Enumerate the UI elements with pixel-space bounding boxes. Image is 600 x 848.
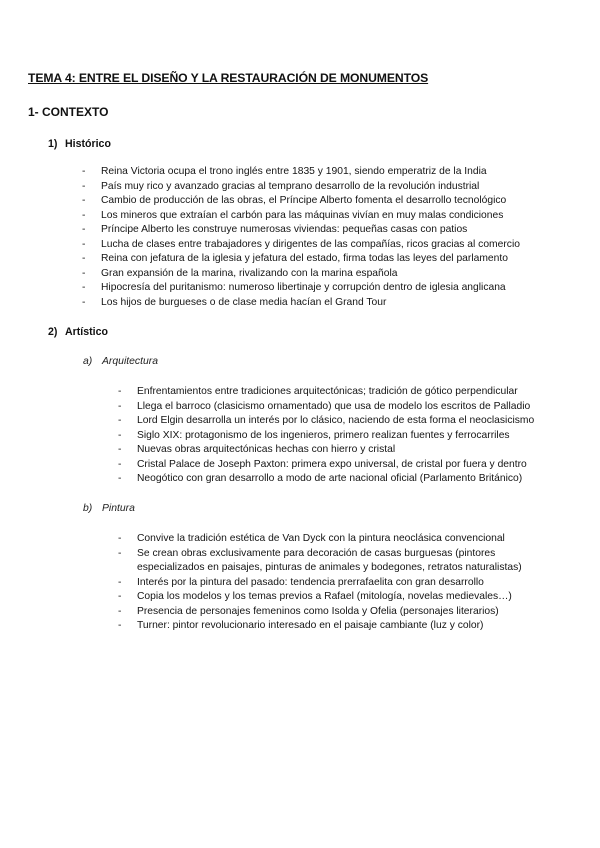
list-item: - Nuevas obras arquitectónicas hechas con hierro y cristal [118, 443, 588, 458]
list-item: - Siglo XIX: protagonismo de los ingenieros, primero realizan fuentes y ferrocarriles [118, 429, 588, 444]
subsubsection-label: Arquitectura [102, 356, 159, 367]
list-item: - Turner: pintor revolucionario interesado en el paisaje cambiante (luz y color) [118, 619, 558, 634]
list-item: - Lucha de clases entre trabajadores y dirigentes de las compañías, ricos gracias al comercio [82, 238, 582, 253]
list-item: - Los hijos de burgueses o de clase media hacían el Grand Tour [82, 296, 582, 311]
list-item: - Enfrentamientos entre tradiciones arquitectónicas; tradición de gótico perpendicular [118, 385, 588, 400]
list-item: - Príncipe Alberto les construye numerosas viviendas: pequeñas casas con patios [82, 223, 582, 238]
subsection-label: Histórico [65, 138, 111, 150]
list-item: - Gran expansión de la marina, rivalizando con la marina española [82, 267, 582, 282]
subsection-heading-artistico [48, 326, 108, 338]
subsubsection-heading-pintura [83, 503, 135, 514]
list-item: - Copia los modelos y los temas previos a Rafael (mitología, novelas medievales…) [118, 590, 558, 605]
subsection-heading-historico [48, 138, 111, 150]
list-item: - Presencia de personajes femeninos como Isolda y Ofelia (personajes literarios) [118, 605, 558, 620]
list-item: - Hipocresía del puritanismo: numeroso libertinaje y corrupción dentro de iglesia anglicana [82, 281, 582, 296]
list-item: - Cristal Palace de Joseph Paxton: primera expo universal, de cristal por fuera y dentro [118, 458, 588, 473]
list-item: - Interés por la pintura del pasado: tendencia prerrafaelita con gran desarrollo [118, 576, 558, 591]
list-item: - Lord Elgin desarrolla un interés por lo clásico, naciendo de esta forma el neoclasicismo [118, 414, 588, 429]
list-item: - País muy rico y avanzado gracias al temprano desarrollo de la revolución industrial [82, 180, 582, 195]
subsection-number: 2) [48, 326, 58, 338]
arquitectura-list [118, 385, 588, 487]
subsubsection-letter: a) [83, 356, 93, 367]
list-item: - Convive la tradición estética de Van Dyck con la pintura neoclásica convencional [118, 532, 558, 547]
list-item: - Cambio de producción de las obras, el Príncipe Alberto fomenta el desarrollo tecnológico [82, 194, 582, 209]
historico-list [82, 165, 582, 310]
subsubsection-letter: b) [83, 503, 93, 514]
section-heading-contexto: 1- CONTEXTO [28, 105, 109, 119]
document-title: TEMA 4: ENTRE EL DISEÑO Y LA RESTAURACIÓN DE MONUMENTOS [28, 71, 429, 85]
list-item: - Se crean obras exclusivamente para decoración de casas burguesas (pintores especializados en paisajes, pinturas de animales y bodegones, retratos naturalistas) [118, 547, 558, 576]
pintura-list [118, 532, 558, 634]
list-item: - Reina con jefatura de la iglesia y jefatura del estado, firma todas las leyes del parlamento [82, 252, 582, 267]
list-item: - Neogótico con gran desarrollo a modo de arte nacional oficial (Parlamento Británico) [118, 472, 588, 487]
list-item: - Los mineros que extraían el carbón para las máquinas vivían en muy malas condiciones [82, 209, 582, 224]
subsection-number: 1) [48, 138, 58, 150]
list-item: - Llega el barroco (clasicismo ornamentado) que usa de modelo los escritos de Palladio [118, 400, 588, 415]
subsubsection-heading-arquitectura [83, 356, 158, 367]
list-item: - Reina Victoria ocupa el trono inglés entre 1835 y 1901, siendo emperatriz de la India [82, 165, 582, 180]
subsubsection-label: Pintura [102, 503, 135, 514]
subsection-label: Artístico [65, 326, 108, 338]
